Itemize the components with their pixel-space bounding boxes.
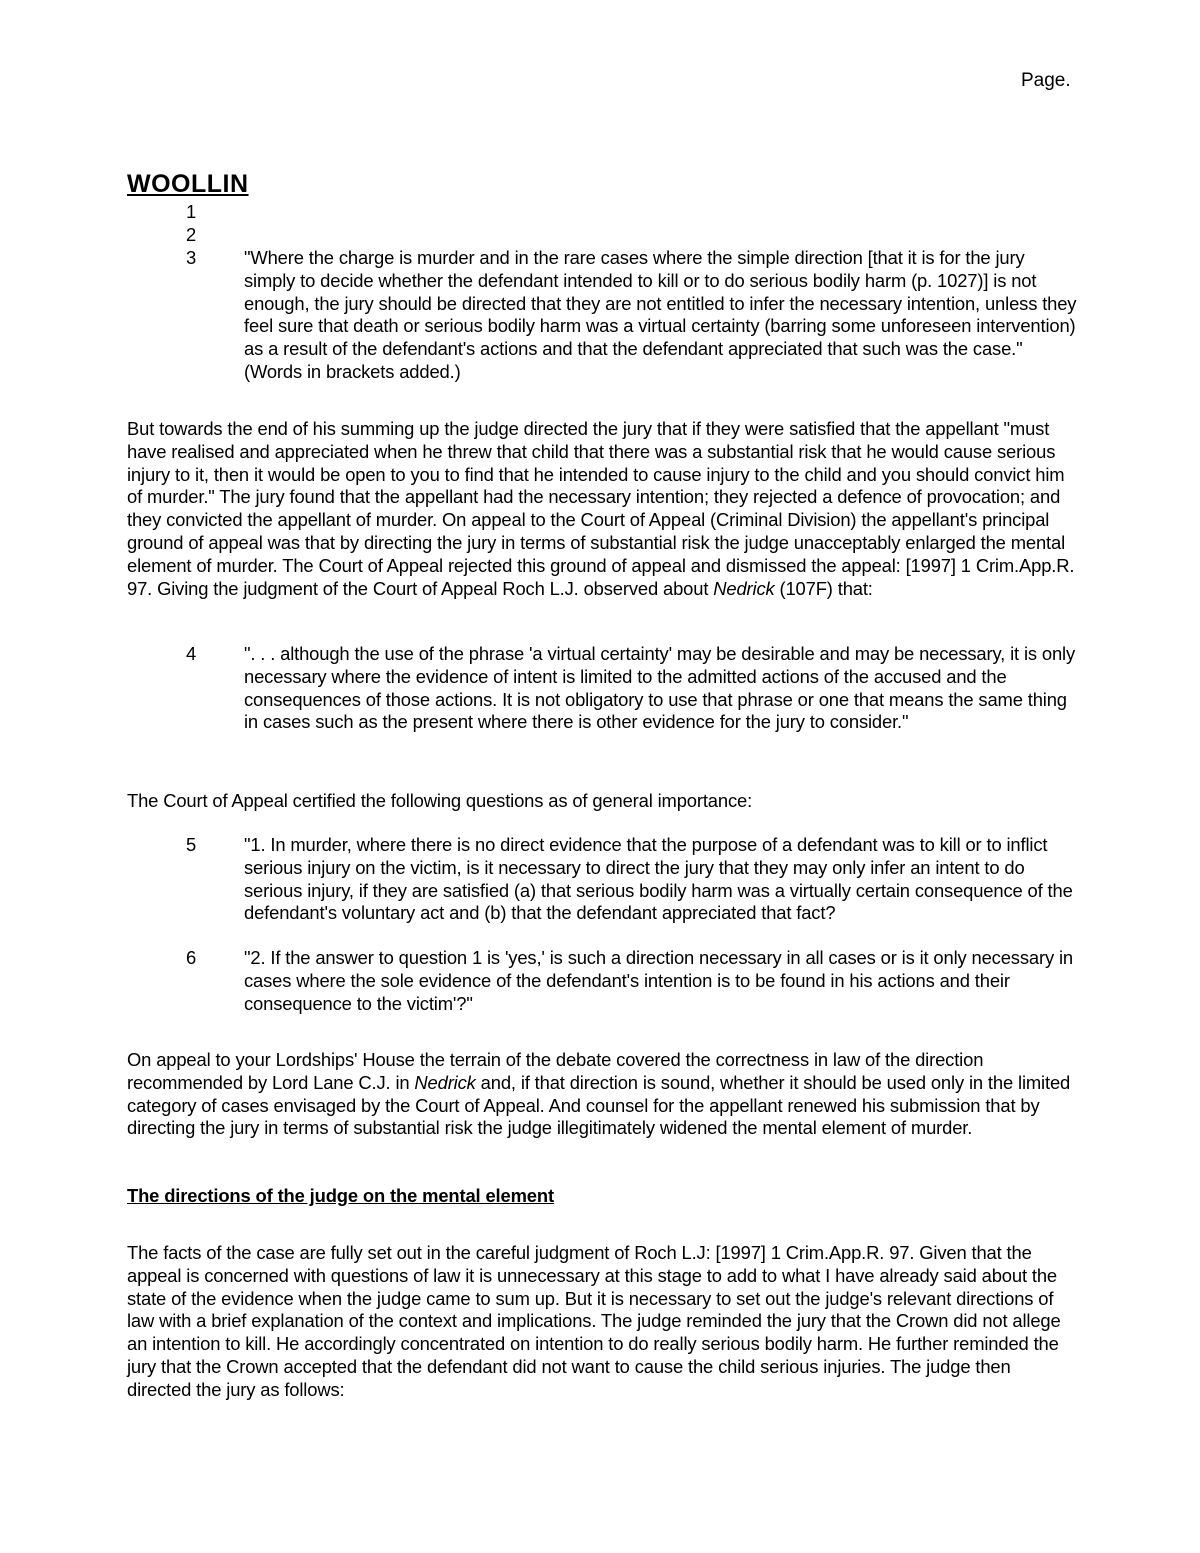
case-name: Nedrick	[713, 577, 775, 599]
item-number: 5	[186, 834, 197, 855]
body-paragraph: The facts of the case are fully set out in the careful judgment of Roch L.J: [1997] 1 Crim.App.R. 97. Given that the appeal is concerned with questions of law it is unnecessary at this stage to add to what I have already said about the state of the evidence when the judge came to sum up. But it is necessary to set out the judge's relevant directions of law with a brief explanation of the context and implications. The judge reminded the jury that the Crown did not allege an intention to kill. He accordingly concentrated on intention to do really serious bodily harm. He further reminded the jury that the Crown accepted that the defendant did not want to cause the child serious injuries. The judge then directed the jury as follows:	[127, 1242, 1061, 1400]
page-label: Page	[1021, 70, 1066, 91]
body-paragraph: But towards the end of his summing up the judge directed the jury that if they were satisfied that the appellant "must have realised and appreciated when he threw that child that there was a substantial risk that he would cause serious injury to it, then it would be open to you to find that he intended to cause injury to the child and you should convict him of murder." The jury found that the appellant had the necessary intention; they rejected a defence of provocation; and they convicted the appellant of murder. On appeal to the Court of Appeal (Criminal Division) the appellant's principal ground of appeal was that by directing the jury in terms of substantial risk the judge unacceptably enlarged the mental element of murder. The Court of Appeal rejected this ground of appeal and dismissed the appeal: [1997] 1 Crim.App.R. 97. Giving the judgment of the Court of Appeal Roch L.J. observed about Nedrick (107F) that:	[127, 418, 1075, 599]
document-title: WOOLLIN	[127, 170, 249, 198]
page-header: Page.	[1021, 70, 1071, 91]
item-number: 4	[186, 643, 197, 664]
item-text: "Where the charge is murder and in the rare cases where the simple direction [that it is for the jury simply to decide whether the defendant intended to kill or to do serious bodily harm (p. 1027)] is not enough, the jury should be directed that they are not entitled to infer the necessary intention, unless they feel sure that death or serious bodily harm was a virtual certainty (barring some unforeseen intervention) as a result of the defendant's actions and that the defendant appreciated that such was the case." (Words in brackets added.)	[244, 247, 1077, 382]
item-number: 2	[186, 224, 197, 245]
item-text: "1. In murder, where there is no direct evidence that the purpose of a defendant was to kill or to inflict serious injury on the victim, is it necessary to direct the jury that they may only infer an intent to do serious injury, if they are satisfied (a) that serious bodily harm was a virtually certain consequence of the defendant's voluntary act and (b) that the defendant appreciated that fact?	[244, 834, 1073, 924]
body-paragraph: The Court of Appeal certified the following questions as of general importance:	[127, 790, 753, 811]
item-number: 3	[186, 247, 197, 268]
item-number: 6	[186, 947, 197, 968]
item-text: ". . . although the use of the phrase 'a virtual certainty' may be desirable and may be necessary, it is only necessary where the evidence of intent is limited to the admitted actions of the accused and the consequences of those actions. It is not obligatory to use that phrase or one that means the same thing in cases such as the present where there is other evidence for the jury to consider."	[244, 643, 1076, 733]
body-paragraph: On appeal to your Lordships' House the terrain of the debate covered the correctness in law of the direction recommended by Lord Lane C.J. in Nedrick and, if that direction is sound, whether it should be used only in the limited category of cases envisaged by the Court of Appeal. And counsel for the appellant renewed his submission that by directing the jury in terms of substantial risk the judge illegitimately widened the mental element of murder.	[127, 1049, 1071, 1139]
item-text: "2. If the answer to question 1 is 'yes,' is such a direction necessary in all cases or is it only necessary in cases where the sole evidence of the defendant's intention is to be found in his actions and their consequence to the victim'?"	[244, 947, 1073, 1014]
item-number: 1	[186, 201, 197, 222]
section-heading: The directions of the judge on the mental element	[127, 1185, 554, 1206]
case-name: Nedrick	[414, 1071, 476, 1093]
